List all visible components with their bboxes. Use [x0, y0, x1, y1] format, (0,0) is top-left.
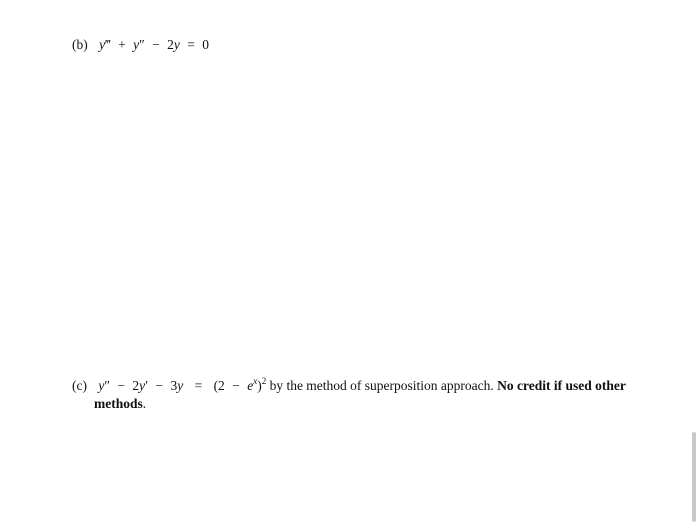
problem-c [72, 377, 652, 413]
problem-b [72, 36, 209, 54]
problem-c-label: (c) [72, 378, 87, 393]
problem-c-warning: No credit if used other [497, 378, 626, 393]
problem-b-label: (b) [72, 37, 88, 52]
problem-c-warning-cont: methods. [94, 396, 147, 411]
problem-c-instruction: by the method of superposition approach. [269, 378, 494, 393]
problem-b-equation: y‴ + y″ − 2y = 0 [99, 37, 209, 52]
problem-c-equation: $y'' - 2y' - 3y = (2 - e^x)^2$ [98, 376, 267, 393]
vertical-scrollbar[interactable] [692, 432, 696, 522]
